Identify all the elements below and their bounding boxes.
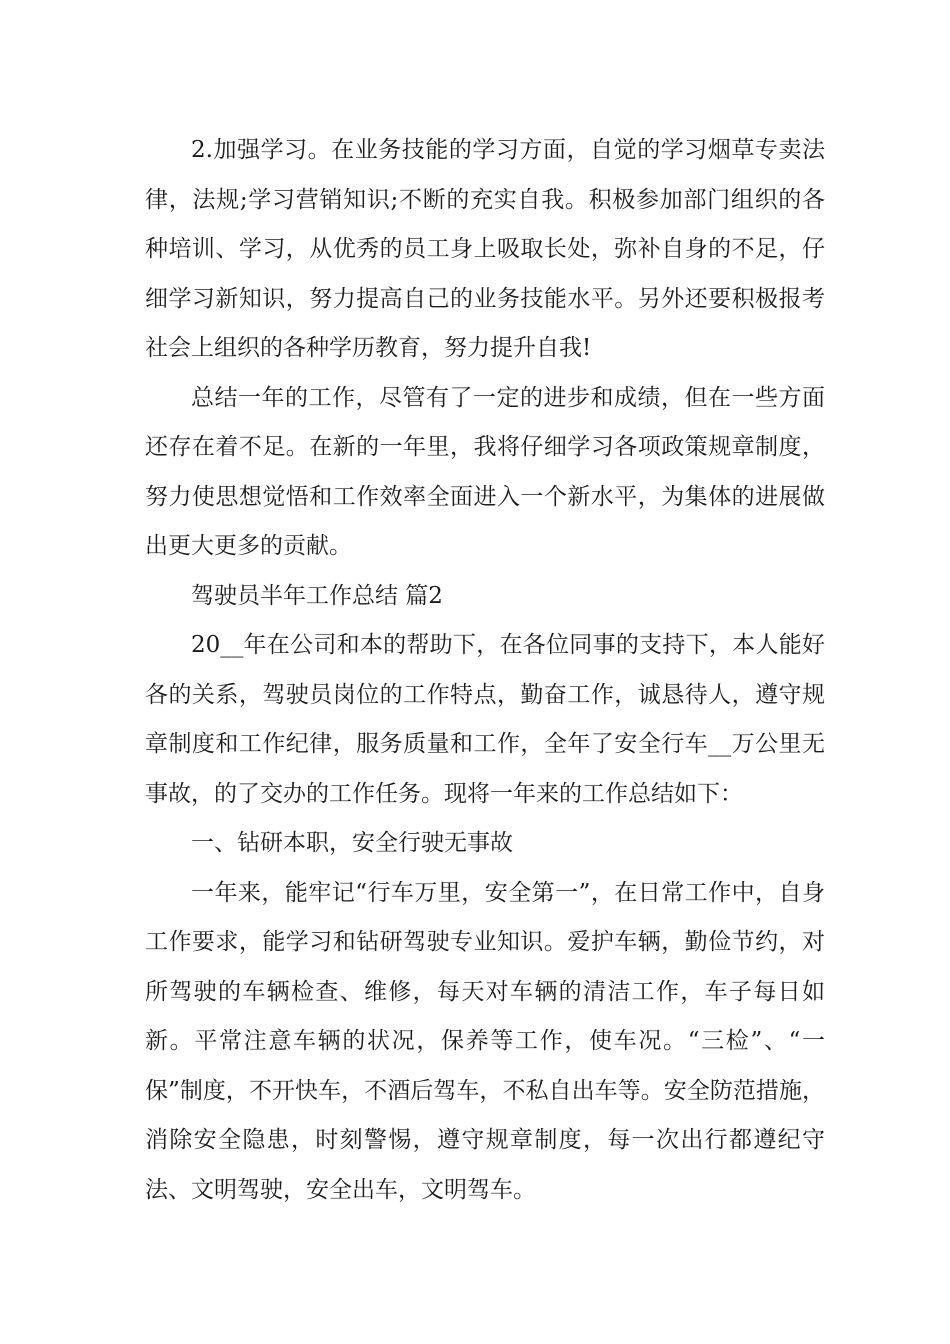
section-heading: 驾驶员半年工作总结 篇2	[191, 582, 443, 609]
document-body	[145, 126, 825, 1215]
paragraph-intro: 20__年在公司和本的帮助下，在各位同事的支持下，本人能好各的关系，驾驶员岗位的工作特点，勤奋工作，诚恳待人，遵守规章制度和工作纪律，服务质量和工作，全年了安全行车__万公里无事故，的了交办的工作任务。现将一年来的工作总结如下：	[145, 632, 825, 807]
paragraph-study: 2.加强学习。在业务技能的学习方面，自觉的学习烟草专卖法律，法规;学习营销知识;不断的充实自我。积极参加部门组织的各种培训、学习，从优秀的员工身上吸取长处，弥补自身的不足，仔细学习新知识，努力提高自己的业务技能水平。另外还要积极报考社会上组织的各种学历教育，努力提升自我!	[145, 137, 825, 361]
paragraph-summary: 总结一年的工作，尽管有了一定的进步和成绩，但在一些方面还存在着不足。在新的一年里，我将仔细学习各项政策规章制度，努力使思想觉悟和工作效率全面进入一个新水平，为集体的进展做出更大更多的贡献。	[145, 384, 825, 559]
paragraph-safety: 一年来，能牢记“行车万里，安全第一”，在日常工作中，自身工作要求，能学习和钻研驾驶专业知识。爱护车辆，勤俭节约，对所驾驶的车辆检查、维修，每天对车辆的清洁工作，车子每日如新。平常注意车辆的状况，保养等工作，使车况。“三检”、“一保”制度，不开快车，不酒后驾车，不私自出车等。安全防范措施，消除安全隐患，时刻警惕，遵守规章制度，每一次出行都遵纪守法、文明驾驶，安全出车，文明驾车。	[145, 879, 825, 1203]
subsection-heading: 一、钻研本职，安全行驶无事故	[191, 830, 513, 856]
